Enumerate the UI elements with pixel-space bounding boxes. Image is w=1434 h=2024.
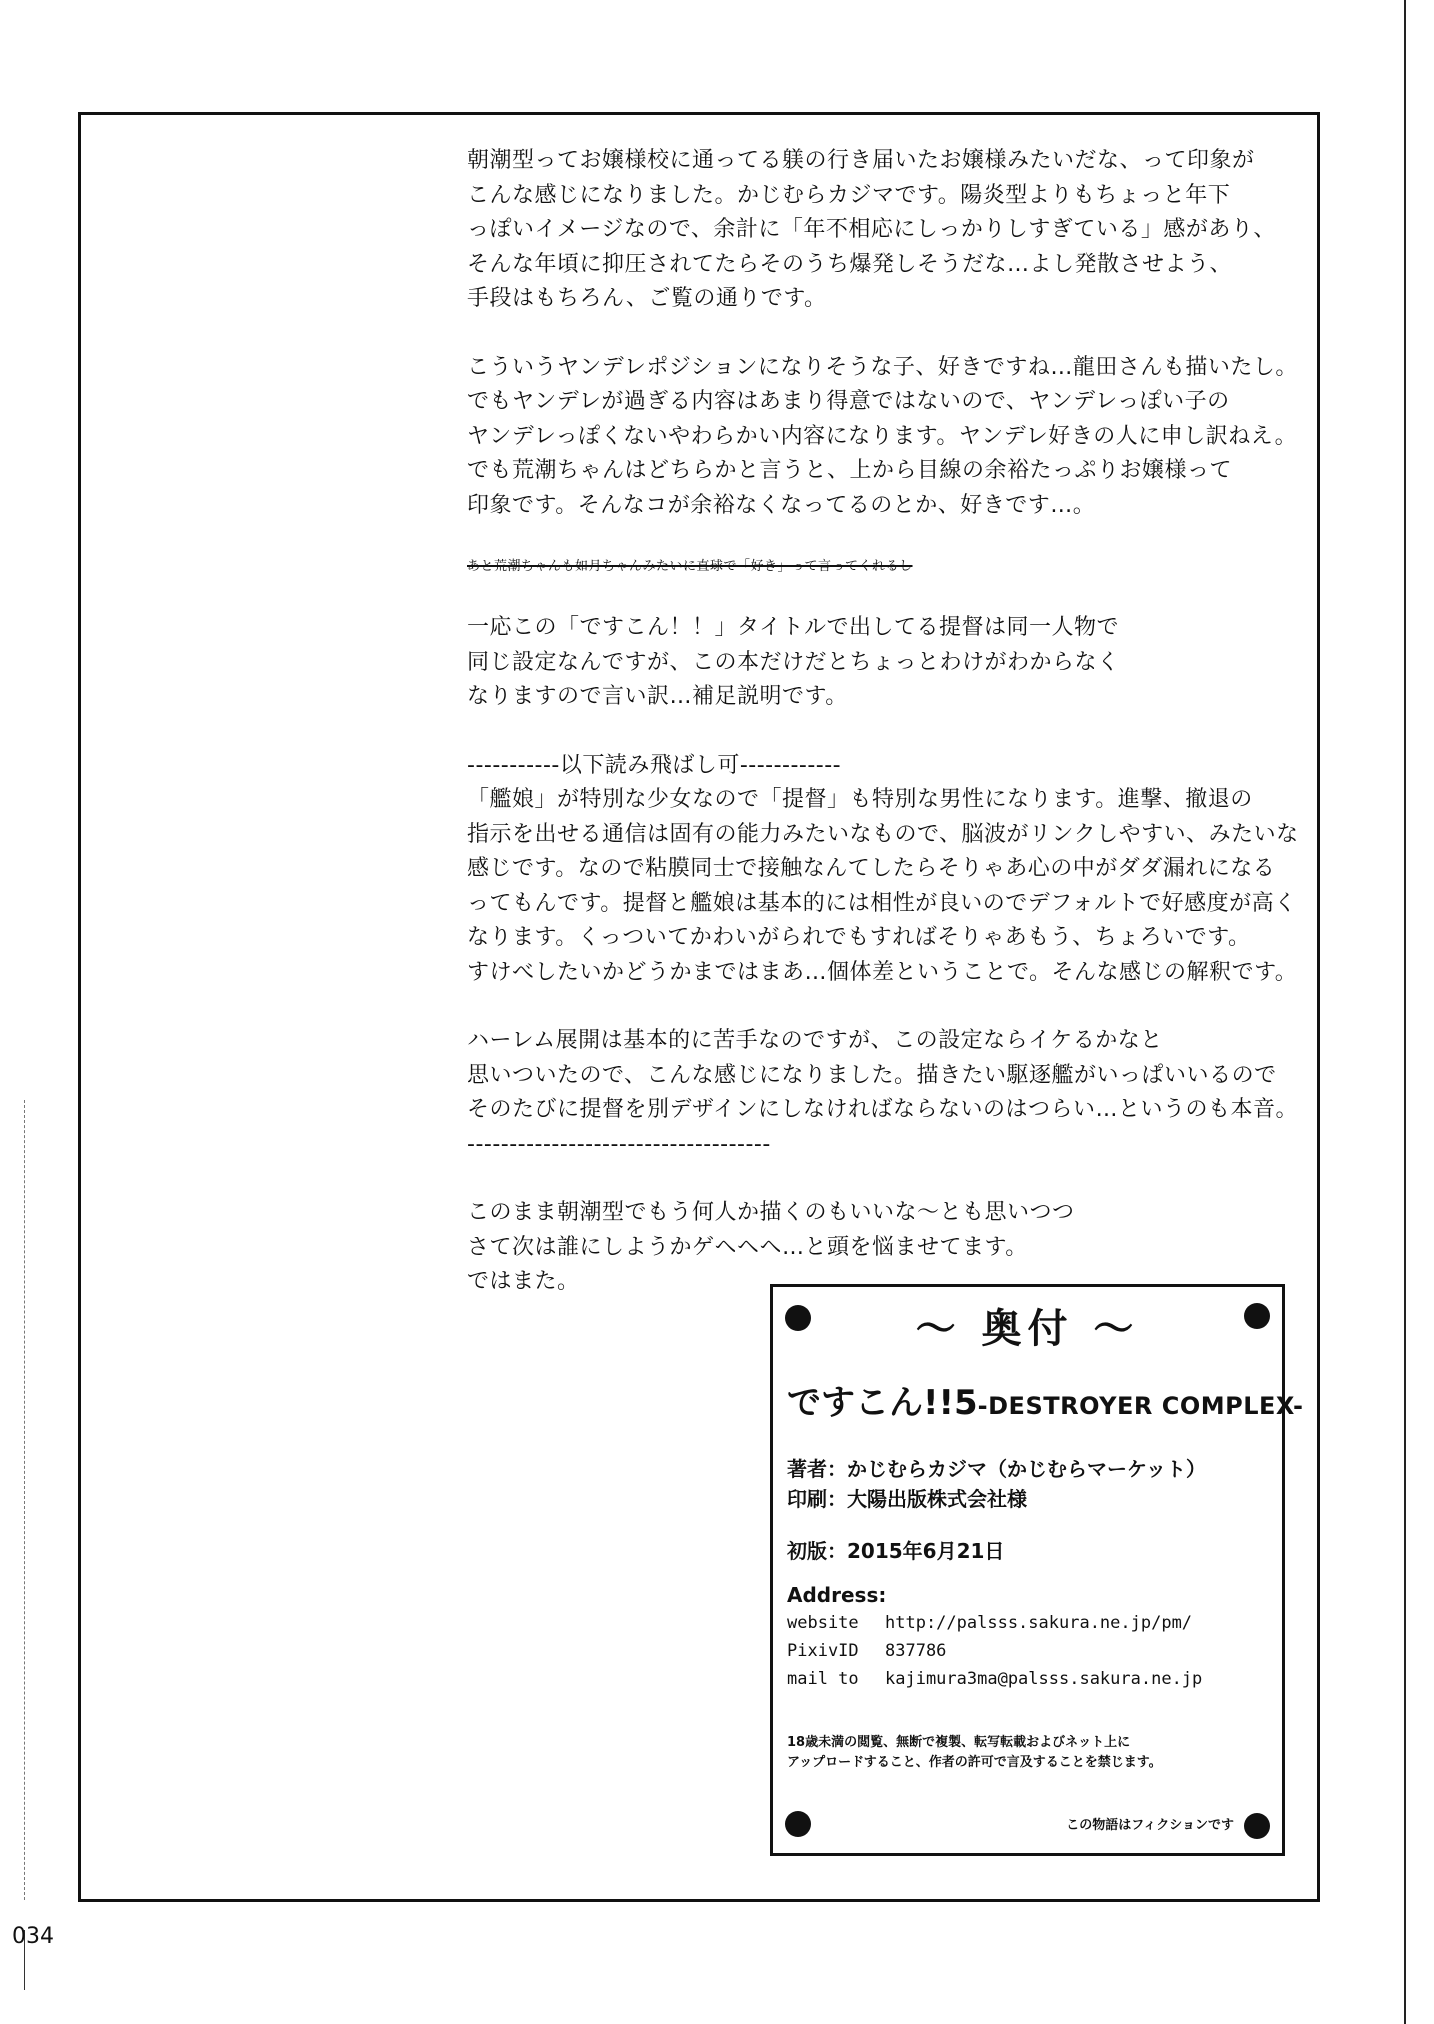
pixiv-id: 837786 — [885, 1641, 947, 1661]
mail-row — [787, 1669, 1202, 1689]
text-line: すけべしたいかどうかまではまあ…個体差ということで。そんな感じの解釈です。 — [467, 959, 1298, 985]
text-line: 指示を出せる通信は固有の能力みたいなもので、脳波がリンクしやすい、みたいな — [467, 821, 1299, 847]
address-heading: Address: — [787, 1583, 887, 1607]
text-line: 手段はもちろん、ご覧の通りです。 — [467, 286, 827, 311]
text-line: そんな年頃に抑圧されてたらそのうち爆発しそうだな…よし発散させよう、 — [467, 251, 1233, 277]
text-line: ハーレム展開は基本的に苦手なのですが、この設定ならイケるかなと — [467, 1028, 1163, 1053]
text-line: ってもんです。提督と艦娘は基本的には相性が良いのでデフォルトで好感度が高く — [467, 890, 1297, 916]
text-line: っぽいイメージなので、余計に「年不相応にしっかりしすぎている」感があり、 — [467, 217, 1276, 242]
first-edition-line: 初版：2015年6月21日 — [787, 1539, 1005, 1563]
pixiv-label: PixivID — [787, 1641, 859, 1661]
text-line: ではまた。 — [467, 1269, 580, 1294]
page-number: 034 — [12, 1924, 54, 1949]
text-line: このまま朝潮型でもう何人か描くのもいいな～とも思いつつ — [467, 1200, 1075, 1225]
section-end-rule: ------------------------------------ — [467, 1131, 771, 1157]
website-row — [787, 1613, 1192, 1633]
book-title-en: -DESTROYER COMPLEX- — [977, 1392, 1304, 1420]
mail-label: mail to — [787, 1669, 859, 1689]
text-line: こういうヤンデレポジションになりそうな子、好きですね…龍田さんも描いたし。 — [467, 354, 1298, 380]
text-line: ヤンデレっぽくないやわらかい内容になります。ヤンデレ好きの人に申し訳ねえ。 — [467, 423, 1298, 449]
website-url: http://palsss.sakura.ne.jp/pm/ — [885, 1613, 1193, 1633]
book-title — [787, 1375, 1303, 1424]
website-label: website — [787, 1613, 859, 1633]
printer-line: 印刷：大陽出版株式会社様 — [787, 1487, 1027, 1511]
paragraph-5 — [467, 1024, 1298, 1162]
fiction-disclaimer: この物語はフィクションです — [1066, 1818, 1234, 1833]
paragraph-2 — [467, 351, 1298, 524]
text-line: でもヤンデレが過ぎる内容はあまり得意ではないので、ヤンデレっぽい子の — [467, 389, 1230, 414]
scan-edge-line — [1404, 0, 1406, 2024]
mail-address: kajimura3ma@palsss.sakura.ne.jp — [885, 1669, 1203, 1689]
text-line: そのたびに提督を別デザインにしなければならないのはつらい…というのも本音。 — [467, 1097, 1298, 1122]
text-line: 一応この「ですこん！！」タイトルで出してる提督は同一人物で — [467, 615, 1120, 640]
paragraph-1 — [467, 144, 1276, 317]
notice-line: アップロードすること、作者の許可で言及することを禁じます。 — [787, 1755, 1162, 1770]
struck-through-note: あと荒潮ちゃんも如月ちゃんみたいに直球で「好き」って言ってくれるし — [467, 559, 913, 574]
notice-line: 18歳未満の閲覧、無断で複製、転写転載およびネット上に — [787, 1735, 1131, 1750]
text-line: 感じです。なので粘膜同士で接触なんてしたらそりゃあ心の中がダダ漏れになる — [467, 856, 1276, 881]
colophon-box — [770, 1284, 1304, 1856]
colophon-heading: ～ 奥付 ～ — [915, 1306, 1140, 1352]
paragraph-3 — [467, 611, 1267, 715]
pixiv-row — [787, 1641, 946, 1661]
text-line: 「艦娘」が特別な少女なので「提督」も特別な男性になります。進撃、撤退の — [467, 787, 1253, 812]
corner-dot-icon — [1244, 1813, 1270, 1839]
paragraph-4 — [467, 749, 1299, 991]
text-line: 朝潮型ってお嬢様校に通ってる躾の行き届いたお嬢様みたいだな、って印象が — [467, 148, 1255, 173]
afterword-text — [467, 144, 1299, 1334]
book-title-jp: ですこん!!5 — [787, 1383, 978, 1423]
text-line: こんな感じになりました。かじむらカジマです。陽炎型よりもちょっと年下 — [467, 182, 1231, 208]
text-line: 印象です。そんなコが余裕なくなってるのとか、好きです…。 — [467, 492, 1096, 518]
copyright-notice — [787, 1733, 1162, 1773]
skip-section-rule: -----------以下読み飛ばし可------------ — [467, 752, 842, 778]
scan-margin-mark — [24, 1100, 26, 1900]
text-line: なりますので言い訳…補足説明です。 — [467, 684, 848, 709]
text-line: さて次は誰にしようかゲヘヘヘ…と頭を悩ませてます。 — [467, 1234, 1028, 1260]
text-line: でも荒潮ちゃんはどちらかと言うと、上から目線の余裕たっぷりお嬢様って — [467, 458, 1233, 483]
text-line: なります。くっついてかわいがられでもすればそりゃあもう、ちょろいです。 — [467, 925, 1251, 950]
author-line: 著者：かじむらカジマ（かじむらマーケット） — [787, 1457, 1206, 1481]
corner-dot-icon — [785, 1811, 811, 1837]
text-line: 同じ設定なんですが、この本だけだとちょっとわけがわからなく — [467, 649, 1120, 675]
text-line: 思いついたので、こんな感じになりました。描きたい駆逐艦がいっぱいいるので — [467, 1062, 1277, 1088]
